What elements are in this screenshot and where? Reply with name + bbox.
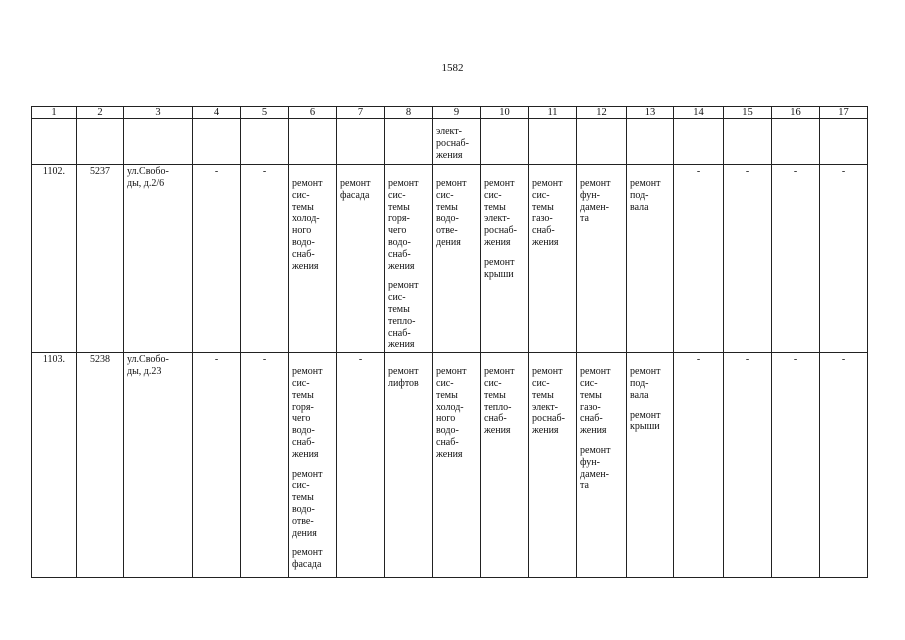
continuation-cell-15 (724, 119, 772, 165)
column-header-12: 12 (577, 107, 627, 119)
empty-dash-col4: - (193, 165, 241, 353)
building-code: 5238 (77, 353, 124, 578)
continuation-cell-14 (674, 119, 724, 165)
row-number: 1102. (32, 165, 77, 353)
empty-dash-col15: - (724, 353, 772, 578)
repair-entry: ремонт фун- дамен- та (580, 444, 611, 492)
empty-dash-col15: - (724, 165, 772, 353)
continuation-cell-9 (433, 119, 481, 165)
continuation-cell-7 (337, 119, 385, 165)
continuation-cell-8 (385, 119, 433, 165)
repair-entry: ремонт сис- темы холод- ного водо- снаб- жения (436, 366, 467, 460)
column-header-14: 14 (674, 107, 724, 119)
repair-entry: ремонт сис- темы водо- отве- дения (292, 468, 323, 539)
repair-entry: ремонт сис- темы холод- ного водо- снаб- жения (292, 178, 323, 272)
continuation-cell-2 (77, 119, 124, 165)
continuation-cell-16 (772, 119, 820, 165)
repair-entry: ремонт сис- темы газо- снаб- жения (532, 178, 563, 248)
page-number: 1582 (441, 62, 464, 74)
empty-dash-col5: - (241, 353, 289, 578)
column-header-17: 17 (820, 107, 868, 119)
empty-dash-col14: - (674, 353, 724, 578)
work-cell-col12 (577, 353, 627, 578)
empty-dash-col4: - (193, 353, 241, 578)
column-header-1: 1 (32, 107, 77, 119)
work-cell-col8 (385, 353, 433, 578)
work-cell-col11 (529, 353, 577, 578)
repair-entry: ремонт сис- темы тепло- снаб- жения (388, 280, 419, 351)
column-header-13: 13 (627, 107, 674, 119)
empty-dash-col14: - (674, 165, 724, 353)
work-cell-col7 (337, 165, 385, 353)
address: ул.Свобо- ды, д.2/6 (124, 165, 193, 353)
empty-dash-col5: - (241, 165, 289, 353)
empty-dash-col7: - (337, 353, 385, 578)
work-cell-col13 (627, 165, 674, 353)
column-header-5: 5 (241, 107, 289, 119)
continuation-text: элект- роснаб- жения (436, 126, 469, 161)
address: ул.Свобо- ды, д.23 (124, 353, 193, 578)
repair-entry: ремонт сис- темы тепло- снаб- жения (484, 366, 515, 437)
work-cell-col12 (577, 165, 627, 353)
repair-entry: ремонт фасада (340, 178, 371, 201)
repair-entry: ремонт сис- темы газо- снаб- жения (580, 366, 611, 437)
column-header-15: 15 (724, 107, 772, 119)
column-header-3: 3 (124, 107, 193, 119)
continuation-cell-13 (627, 119, 674, 165)
repair-entry: ремонт лифтов (388, 366, 419, 389)
empty-dash-col16: - (772, 353, 820, 578)
work-cell-col6 (289, 353, 337, 578)
work-cell-col6 (289, 165, 337, 353)
continuation-cell-3 (124, 119, 193, 165)
continuation-row (32, 119, 868, 165)
work-cell-col13 (627, 353, 674, 578)
column-header-2: 2 (77, 107, 124, 119)
repair-entry: ремонт сис- темы водо- отве- дения (436, 178, 467, 248)
empty-dash-col16: - (772, 165, 820, 353)
continuation-cell-11 (529, 119, 577, 165)
repair-entry: ремонт фасада (292, 547, 323, 571)
continuation-cell-6 (289, 119, 337, 165)
work-cell-col10 (481, 353, 529, 578)
repair-entry: ремонт крыши (484, 256, 515, 280)
repair-entry: ремонт фун- дамен- та (580, 178, 611, 225)
continuation-cell-12 (577, 119, 627, 165)
column-header-6: 6 (289, 107, 337, 119)
column-header-4: 4 (193, 107, 241, 119)
continuation-cell-1 (32, 119, 77, 165)
column-header-7: 7 (337, 107, 385, 119)
repair-entry: ремонт крыши (630, 409, 661, 433)
table-row (32, 165, 868, 353)
continuation-cell-17 (820, 119, 868, 165)
repair-entry: ремонт под- вала (630, 366, 661, 401)
repair-entry: ремонт сис- темы горя- чего водо- снаб- жения (388, 178, 419, 272)
table-row (32, 353, 868, 578)
work-cell-col10 (481, 165, 529, 353)
continuation-cell-10 (481, 119, 529, 165)
continuation-cell-5 (241, 119, 289, 165)
column-header-10: 10 (481, 107, 529, 119)
column-header-11: 11 (529, 107, 577, 119)
repair-entry: ремонт сис- темы элект- роснаб- жения (532, 366, 565, 437)
continuation-cell-4 (193, 119, 241, 165)
empty-dash-col17: - (820, 165, 868, 353)
column-header-9: 9 (433, 107, 481, 119)
work-cell-col9 (433, 165, 481, 353)
row-number: 1103. (32, 353, 77, 578)
building-code: 5237 (77, 165, 124, 353)
empty-dash-col17: - (820, 353, 868, 578)
repair-entry: ремонт сис- темы горя- чего водо- снаб- жения (292, 366, 323, 460)
work-cell-col8 (385, 165, 433, 353)
repair-entry: ремонт сис- темы элект- роснаб- жения (484, 178, 517, 248)
column-header-16: 16 (772, 107, 820, 119)
header-row (32, 107, 868, 119)
work-cell-col9 (433, 353, 481, 578)
repair-table (31, 106, 868, 578)
column-header-8: 8 (385, 107, 433, 119)
work-cell-col11 (529, 165, 577, 353)
repair-entry: ремонт под- вала (630, 178, 661, 213)
